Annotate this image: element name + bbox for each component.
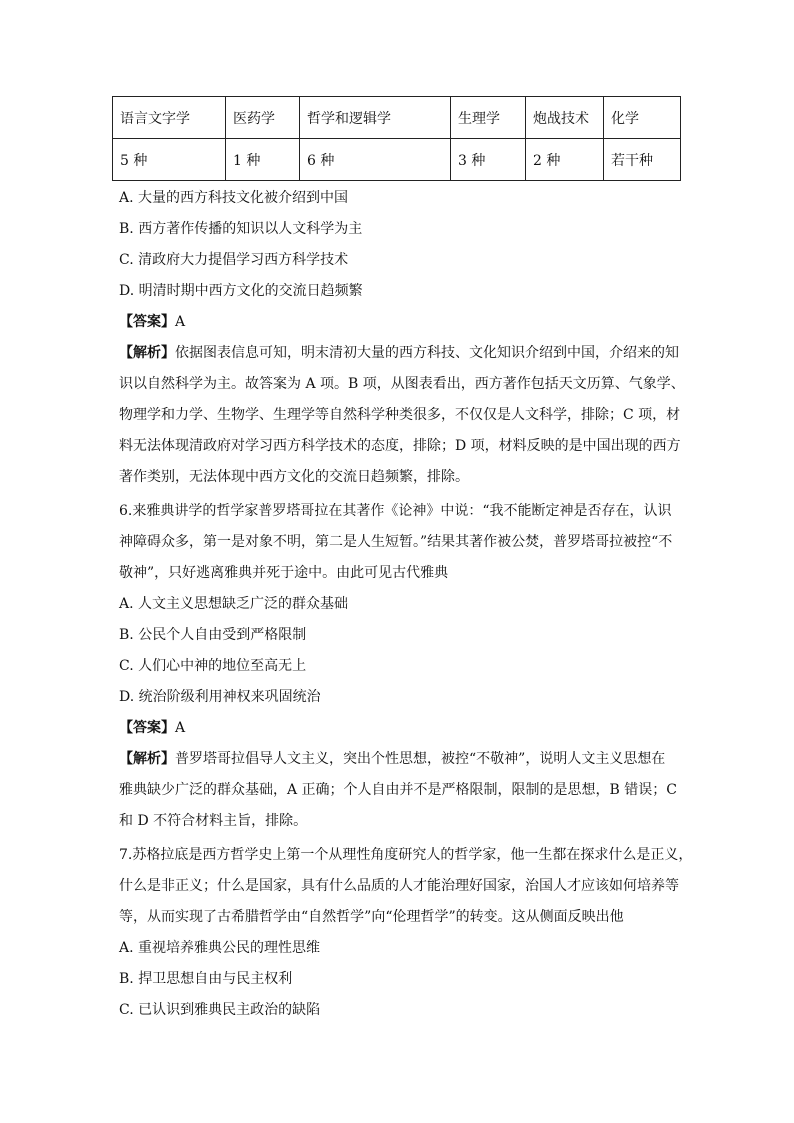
q5-analysis-line: 识以自然科学为主。故答案为 A 项。B 项，从图表看出，西方著作包括天文历算、气象学、 [119, 376, 685, 392]
analysis-label: 【解析】 [119, 345, 175, 361]
q5-option-d: D. 明清时期中西方文化的交流日趋频繁 [119, 283, 363, 299]
subject-count-table [112, 96, 681, 181]
q6-stem-line: 6.来雅典讲学的哲学家普罗塔哥拉在其著作《论神》中说：“我不能断定神是否存在，认识 [119, 503, 672, 519]
q6-option-c: C. 人们心中神的地位至高无上 [119, 658, 307, 674]
analysis-text: 依据图表信息可知，明末清初大量的西方科技、文化知识介绍到中国，介绍来的知 [175, 345, 679, 361]
q7-option-b: B. 捍卫思想自由与民主权利 [119, 971, 293, 987]
table-cell: 生理学 [451, 97, 526, 139]
table-cell: 2 种 [526, 139, 604, 181]
q5-analysis-line: 物理学和力学、生物学、生理学等自然科学种类很多，不仅仅是人文科学，排除；C 项，材 [119, 407, 681, 423]
q5-option-c: C. 清政府大力提倡学习西方科学技术 [119, 252, 349, 268]
table-row [113, 139, 681, 181]
table-cell: 哲学和逻辑学 [300, 97, 451, 139]
table-cell: 3 种 [451, 139, 526, 181]
analysis-text: 普罗塔哥拉倡导人文主义，突出个性思想，被控“不敬神”，说明人文主义思想在 [175, 751, 666, 767]
q5-analysis-line [119, 343, 689, 363]
q5-analysis-line: 料无法体现清政府对学习西方科学技术的态度，排除；D 项，材料反映的是中国出现的西方 [119, 438, 681, 454]
q7-stem-line: 7.苏格拉底是西方哲学史上第一个从理性角度研究人的哲学家，他一生都在探求什么是正义， [119, 847, 693, 863]
q5-option-a: A. 大量的西方科技文化被介绍到中国 [119, 190, 349, 206]
q5-option-b: B. 西方著作传播的知识以人文科学为主 [119, 221, 363, 237]
table-header-row [113, 97, 681, 139]
q5-analysis-line: 著作类别，无法体现中西方文化的交流日趋频繁，排除。 [119, 469, 469, 485]
q6-analysis-line: 和 D 不符合材料主旨，排除。 [119, 813, 308, 829]
q7-option-c: C. 已认识到雅典民主政治的缺陷 [119, 1002, 321, 1018]
table-cell: 医药学 [226, 97, 300, 139]
table-cell: 化学 [604, 97, 681, 139]
table-cell: 1 种 [226, 139, 300, 181]
q5-answer [119, 312, 689, 332]
q7-stem-line: 等，从而实现了古希腊哲学由“自然哲学”向“伦理哲学”的转变。这从侧面反映出他 [119, 909, 624, 925]
q7-option-a: A. 重视培养雅典公民的理性思维 [119, 940, 321, 956]
q6-stem-line: 神障碍众多，第一是对象不明，第二是人生短暂。”结果其著作被公焚，普罗塔哥拉被控“不 [119, 534, 673, 550]
table-cell: 6 种 [300, 139, 451, 181]
analysis-label: 【解析】 [119, 751, 175, 767]
q6-stem-line: 敬神”，只好逃离雅典并死于途中。由此可见古代雅典 [119, 565, 449, 581]
table-cell: 5 种 [113, 139, 226, 181]
q6-answer [119, 718, 689, 738]
table-cell: 语言文字学 [113, 97, 226, 139]
answer-label: 【答案】 [119, 314, 175, 330]
answer-value: A [175, 720, 186, 736]
q6-option-a: A. 人文主义思想缺乏广泛的群众基础 [119, 596, 349, 612]
answer-value: A [175, 314, 186, 330]
table-cell: 若干种 [604, 139, 681, 181]
q6-analysis-line: 雅典缺少广泛的群众基础，A 正确；个人自由并不是严格限制，限制的是思想，B 错误；C [119, 782, 678, 798]
q6-option-d: D. 统治阶级利用神权来巩固统治 [119, 689, 321, 705]
q6-option-b: B. 公民个人自由受到严格限制 [119, 627, 307, 643]
answer-label: 【答案】 [119, 720, 175, 736]
q6-analysis-line [119, 749, 689, 769]
q7-stem-line: 什么是非正义；什么是国家，具有什么品质的人才能治理好国家，治国人才应该如何培养等 [119, 878, 679, 894]
table-cell: 炮战技术 [526, 97, 604, 139]
